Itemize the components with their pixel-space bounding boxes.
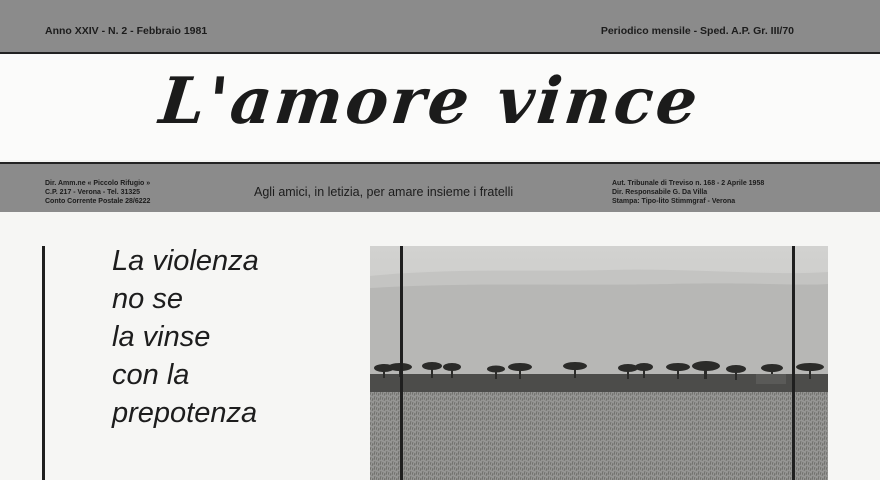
info-band [0,162,880,214]
headline-line: La violenza [112,245,259,277]
headline-line: no se [112,283,183,315]
headline-line: la vinse [112,321,211,353]
legal-line: Aut. Tribunale di Treviso n. 168 - 2 Aprile 1958 [612,180,765,187]
landscape-photo [370,246,828,480]
newspaper-title: L'amore vince [156,64,704,139]
legal-info [612,179,764,206]
headline-line: con la [112,359,190,391]
motto: Agli amici, in letizia, per amare insieme i fratelli [254,185,514,199]
legal-line: Stampa: Tipo-lito Stimmgraf - Verona [612,198,736,205]
admin-line: Conto Corrente Postale 28/6222 [45,198,151,205]
content-area [0,212,880,480]
admin-line: Dir. Amm.ne « Piccolo Rifugio » [45,180,151,187]
periodical-info: Periodico mensile - Sped. A.P. Gr. III/70 [600,25,794,37]
headline-line: prepotenza [112,397,258,429]
issue-info: Anno XXIV - N. 2 - Febbraio 1981 [45,25,208,37]
photo-left-rule [400,246,403,480]
masthead [0,54,880,160]
legal-line: Dir. Responsabile G. Da Villa [612,189,708,196]
admin-line: C.P. 217 - Verona - Tel. 31325 [45,189,141,196]
left-rule [42,246,45,480]
top-header-band [0,0,880,54]
article-headline [112,242,259,432]
photo-right-rule [792,246,795,480]
admin-info [45,179,150,206]
